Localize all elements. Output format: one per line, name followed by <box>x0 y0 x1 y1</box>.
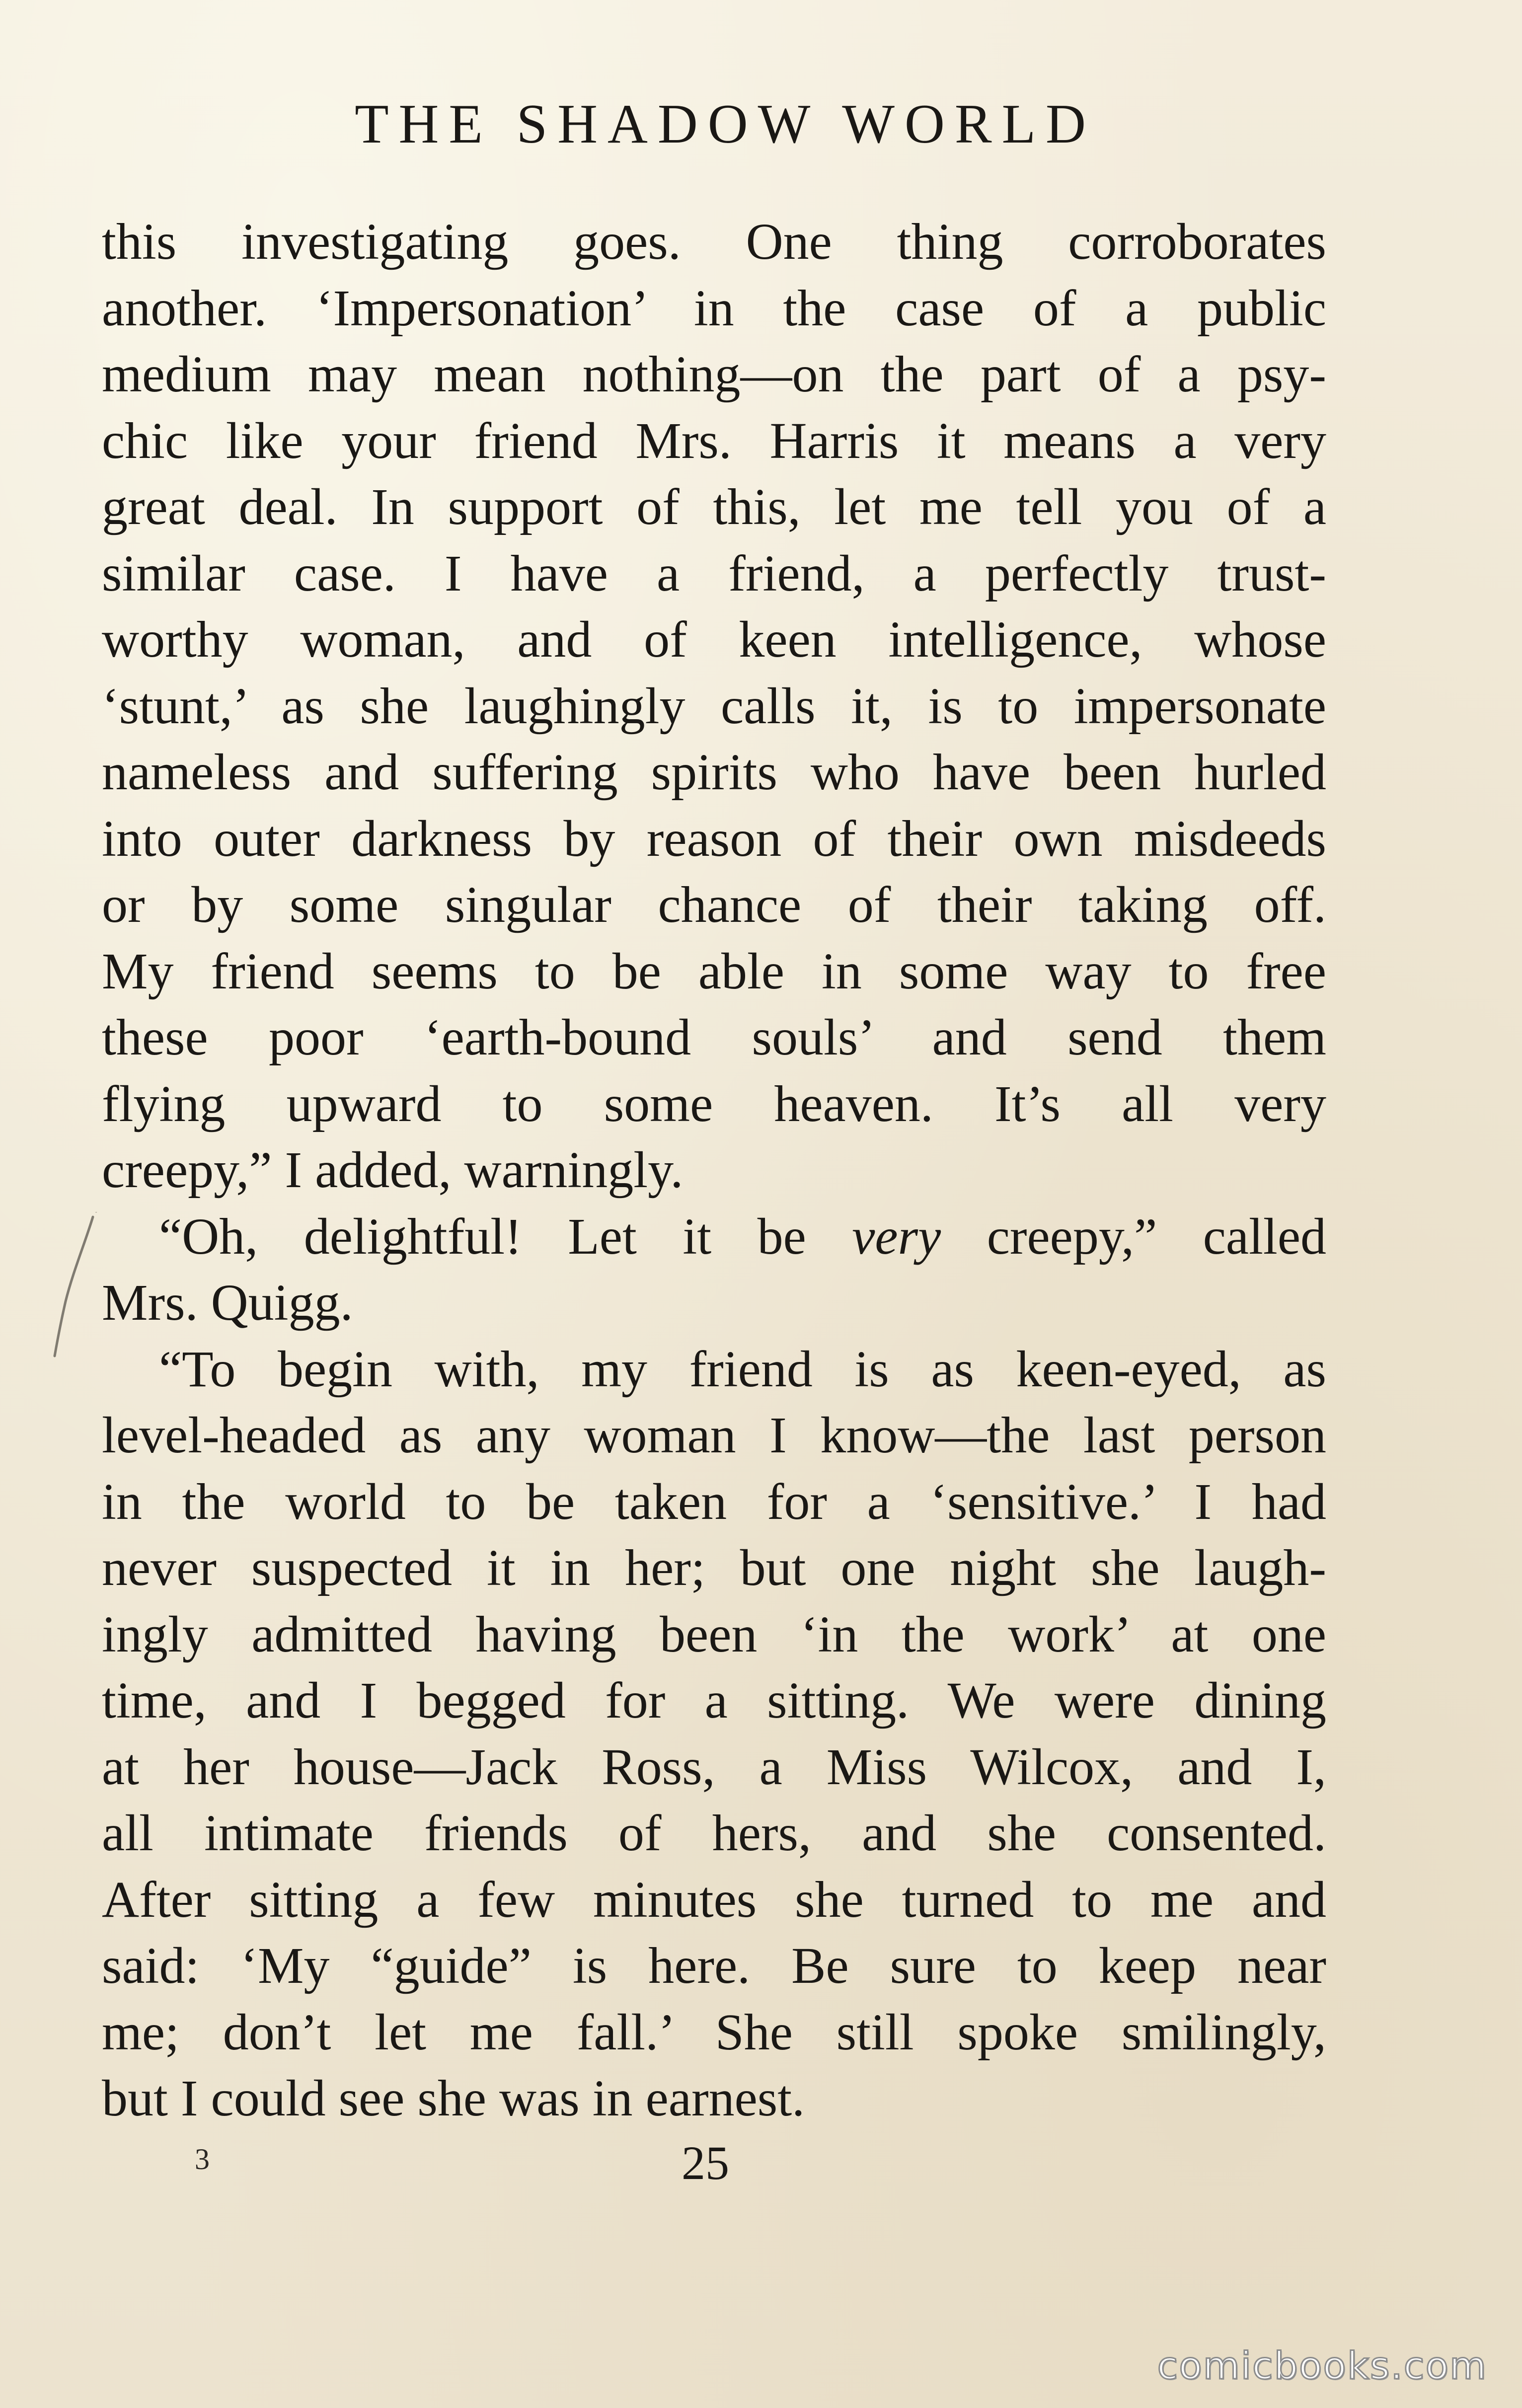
text-line: Mrs. Quigg. <box>102 1274 353 1331</box>
signature-mark: 3 <box>195 2143 210 2176</box>
text-line: flying upward to some heaven. It’s all very <box>102 1075 1326 1132</box>
text-line: or by some singular chance of their taking off. <box>102 876 1326 933</box>
text-line: these poor ‘earth-bound souls’ and send them <box>102 1009 1326 1066</box>
text-line: ‘stunt,’ as she laughingly calls it, is to impersonate <box>102 677 1326 735</box>
text-line: “Oh, delightful! Let it be very creepy,” called <box>159 1207 1326 1265</box>
text-line: time, and I begged for a sitting. We were dining <box>102 1672 1326 1729</box>
text-line: all intimate friends of hers, and she consented. <box>102 1805 1326 1862</box>
text-line: me; don’t let me fall.’ She still spoke smilingly, <box>102 2003 1326 2061</box>
text-line: “To begin with, my friend is as keen-eyed, as <box>159 1340 1326 1398</box>
text-line: another. ‘Impersonation’ in the case of a public <box>102 279 1326 337</box>
text-line: My friend seems to be able in some way to free <box>102 942 1326 1000</box>
text-line: After sitting a few minutes she turned to me and <box>102 1871 1326 1928</box>
text-line: into outer darkness by reason of their own misdeeds <box>102 810 1326 867</box>
text-line: said: ‘My “guide” is here. Be sure to keep near <box>102 1937 1326 1994</box>
text-line: creepy,” I added, warningly. <box>102 1141 684 1199</box>
text-line: ingly admitted having been ‘in the work’ at one <box>102 1605 1326 1663</box>
text-line: level-headed as any woman I know—the last person <box>102 1407 1326 1464</box>
emphasis: very <box>852 1207 941 1265</box>
text-line: great deal. In support of this, let me tell you of a <box>102 478 1326 535</box>
body-text <box>102 209 1326 2132</box>
text-line: chic like your friend Mrs. Harris it means a very <box>102 412 1326 469</box>
text-line: never suspected it in her; but one night she laugh- <box>102 1539 1326 1596</box>
watermark: comicbooks.com <box>1157 2343 1487 2388</box>
page-number: 25 <box>682 2136 729 2189</box>
text-line: similar case. I have a friend, a perfectly trust- <box>102 544 1326 602</box>
text-line: worthy woman, and of keen intelligence, whose <box>102 611 1326 668</box>
running-head: THE SHADOW WORLD <box>355 93 1096 155</box>
text-line: medium may mean nothing—on the part of a psy- <box>102 346 1326 403</box>
text-line: this investigating goes. One thing corroborates <box>102 213 1326 270</box>
text-line: nameless and suffering spirits who have been hurled <box>102 744 1326 801</box>
pencil-mark-icon <box>46 1212 105 1361</box>
text-line: in the world to be taken for a ‘sensitive.’ I had <box>102 1473 1326 1530</box>
text-line: but I could see she was in earnest. <box>102 2070 805 2127</box>
text-line: at her house—Jack Ross, a Miss Wilcox, and I, <box>102 1738 1326 1796</box>
